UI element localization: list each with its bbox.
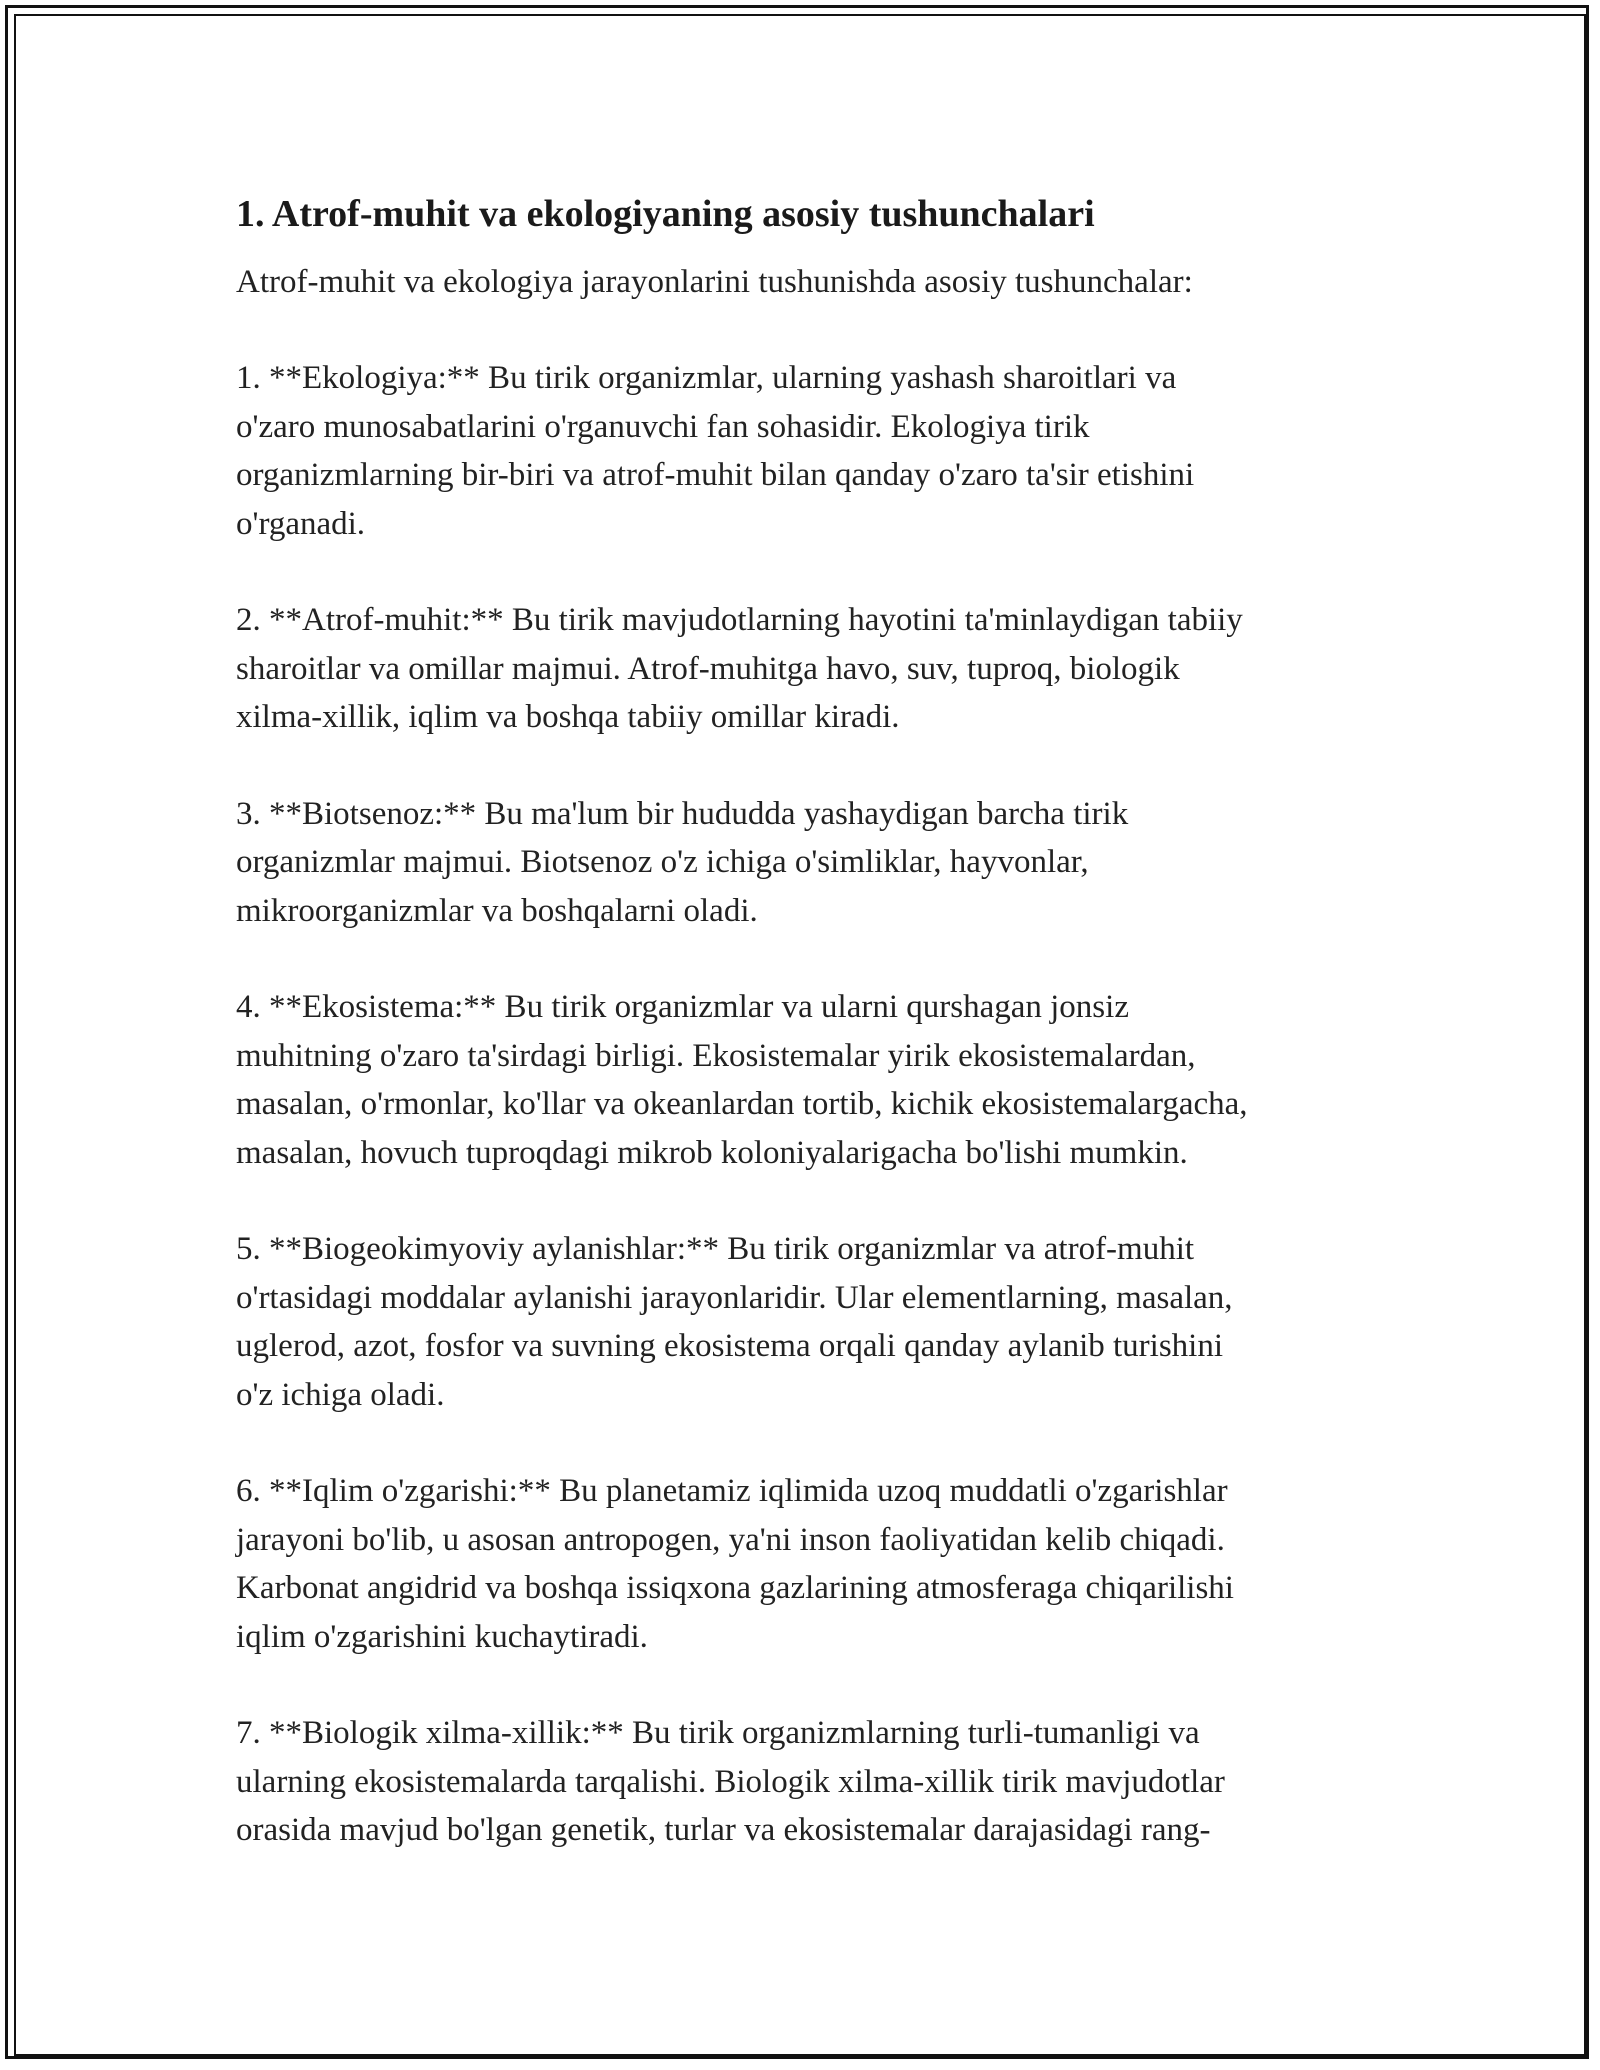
text-line: ularning ekosistemalarda tarqalishi. Biologik xilma-xillik tirik mavjudotlar: [236, 1763, 1225, 1800]
list-item-biologik-xilma-xillik: [236, 1709, 1376, 1855]
list-item-atrof-muhit: [236, 596, 1376, 742]
text-line: organizmlar majmui. Biotsenoz o'z ichiga o'simliklar, hayvonlar,: [236, 844, 1089, 880]
list-item-biotsenoz: [236, 790, 1376, 936]
text-line: 7. **Biologik xilma-xillik:** Bu tirik organizmlarning turli-tumanligi va: [236, 1715, 1200, 1751]
text-line: uglerod, azot, fosfor va suvning ekosistema orqali qanday aylanib turishini: [236, 1328, 1224, 1364]
section-heading: 1. Atrof-muhit va ekologiyaning asosiy tushunchalari: [236, 193, 1095, 235]
text-line: jarayoni bo'lib, u asosan antropogen, ya'ni inson faoliyatidan kelib chiqadi.: [236, 1521, 1225, 1558]
list-item-ekosistema: [236, 983, 1376, 1177]
list-item-biogeokimyoviy: [236, 1225, 1376, 1419]
list-item-iqlim: [236, 1467, 1376, 1661]
text-line: 4. **Ekosistema:** Bu tirik organizmlar va ularni qurshagan jonsiz: [236, 989, 1129, 1025]
text-line: mikroorganizmlar va boshqalarni oladi.: [236, 892, 758, 929]
list-item-ekologiya: [236, 354, 1376, 548]
text-line: 1. **Ekologiya:** Bu tirik organizmlar, ularning yashash sharoitlari va: [236, 360, 1177, 396]
intro-paragraph: Atrof-muhit va ekologiya jarayonlarini tushunishda asosiy tushunchalar:: [236, 264, 1193, 300]
text-line: 6. **Iqlim o'zgarishi:** Bu planetamiz iqlimida uzoq muddatli o'zgarishlar: [236, 1473, 1228, 1509]
text-line: organizmlarning bir-biri va atrof-muhit bilan qanday o'zaro ta'sir etishini: [236, 457, 1195, 493]
text-line: xilma-xillik, iqlim va boshqa tabiiy omillar kiradi.: [236, 699, 900, 735]
text-line: o'z ichiga oladi.: [236, 1376, 445, 1413]
text-line: o'rtasidagi moddalar aylanishi jarayonlaridir. Ular elementlarning, masalan,: [236, 1279, 1233, 1316]
text-line: masalan, hovuch tuproqdagi mikrob koloniyalarigacha bo'lishi mumkin.: [236, 1134, 1188, 1171]
text-line: 3. **Biotsenoz:** Bu ma'lum bir hududda yashaydigan barcha tirik: [236, 795, 1129, 832]
text-line: o'rganadi.: [236, 505, 366, 542]
text-line: orasida mavjud bo'lgan genetik, turlar va ekosistemalar darajasidagi rang-: [236, 1812, 1211, 1848]
text-line: iqlim o'zgarishini kuchaytiradi.: [236, 1618, 648, 1655]
text-line: 2. **Atrof-muhit:** Bu tirik mavjudotlarning hayotini ta'minlaydigan tabiiy: [236, 602, 1243, 638]
text-line: muhitning o'zaro ta'sirdagi birligi. Ekosistemalar yirik ekosistemalardan,: [236, 1037, 1196, 1074]
text-line: 5. **Biogeokimyoviy aylanishlar:** Bu tirik organizmlar va atrof-muhit: [236, 1231, 1195, 1267]
text-line: masalan, o'rmonlar, ko'llar va okeanlardan tortib, kichik ekosistemalargacha,: [236, 1086, 1248, 1122]
document-body: [236, 188, 1376, 1855]
text-line: o'zaro munosabatlarini o'rganuvchi fan sohasidir. Ekologiya tirik: [236, 408, 1090, 445]
text-line: sharoitlar va omillar majmui. Atrof-muhitga havo, suv, tuproq, biologik: [236, 650, 1180, 687]
text-line: Karbonat angidrid va boshqa issiqxona gazlarining atmosferaga chiqarilishi: [236, 1570, 1234, 1606]
